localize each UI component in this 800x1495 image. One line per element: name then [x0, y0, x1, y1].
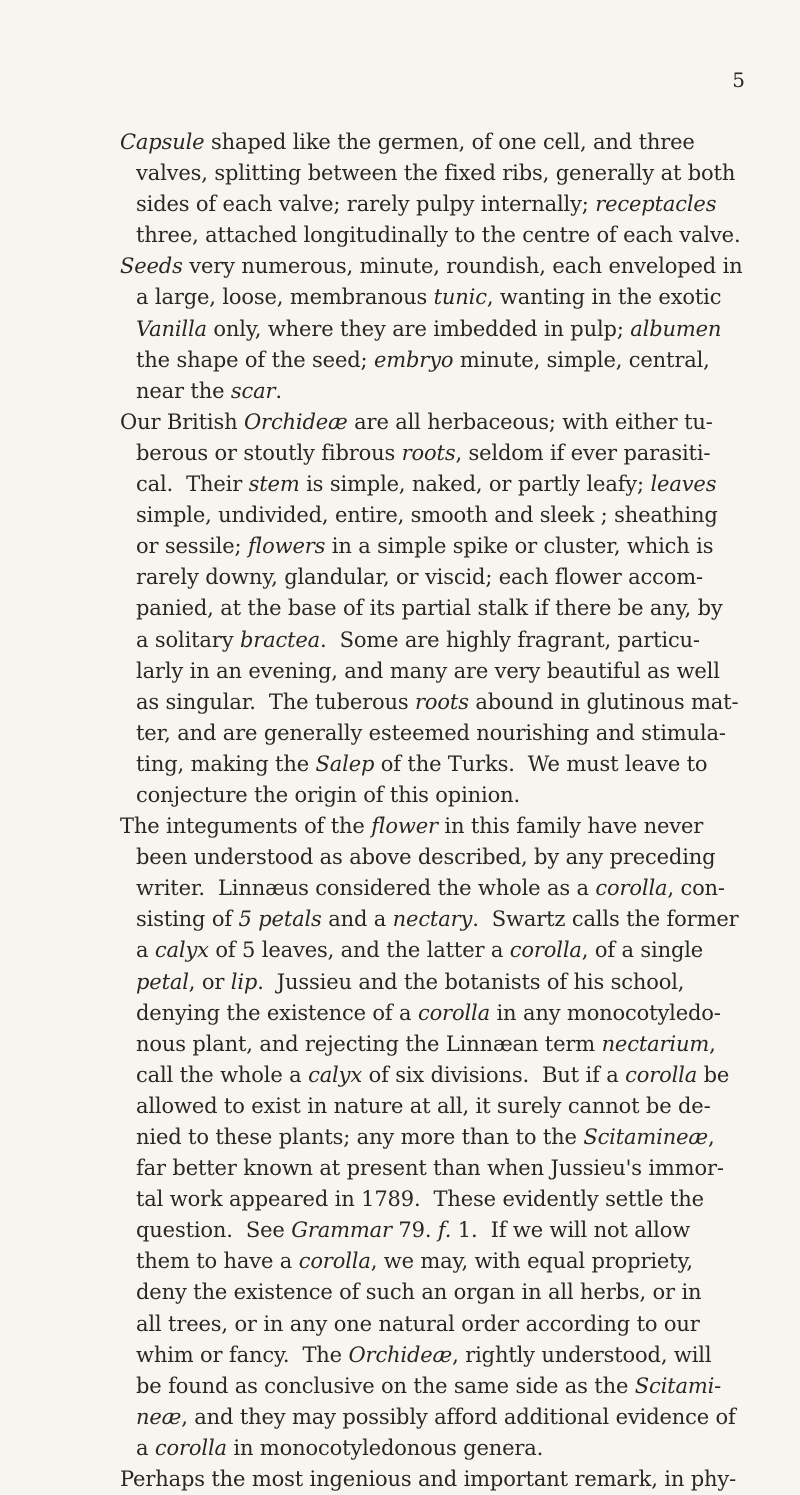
- italic-term: corolla: [154, 1435, 227, 1460]
- text-run: as singular. The tuberous: [136, 689, 416, 714]
- text-run: denying the existence of a: [136, 1000, 418, 1025]
- text-line: [120, 189, 800, 220]
- italic-term: calyx: [308, 1062, 363, 1087]
- text-run: of six divisions. But if a: [362, 1062, 626, 1087]
- text-run: simple, undivided, entire, smooth and sleek ; sheathing: [136, 503, 718, 528]
- text-run: and a: [321, 907, 393, 932]
- italic-term: flowers: [247, 534, 326, 559]
- text-run: been understood as above described, by any preceding: [136, 845, 716, 870]
- text-run: . Swartz calls the former: [472, 907, 739, 932]
- text-line: [120, 967, 800, 998]
- text-line: [120, 998, 800, 1029]
- text-line: [120, 1277, 800, 1308]
- text-line: [120, 1340, 800, 1371]
- text-line: [120, 1402, 800, 1433]
- text-run: allowed to exist in nature at all, it surely cannot be de-: [136, 1093, 711, 1118]
- italic-term: Salep: [315, 751, 375, 776]
- italic-term: f.: [437, 1218, 452, 1243]
- page-number: 5: [732, 68, 745, 92]
- text-run: , or: [188, 969, 231, 994]
- text-line: [120, 935, 800, 966]
- text-line: [120, 811, 800, 842]
- italic-term: Scitamineæ: [583, 1125, 708, 1149]
- text-run: all trees, or in any one natural order according to our: [136, 1311, 700, 1336]
- text-line: [120, 500, 800, 531]
- italic-term: bractea: [239, 627, 321, 652]
- text-run: conjecture the origin of this opinion.: [136, 782, 520, 807]
- text-line: [120, 531, 800, 562]
- text-run: sides of each valve; rarely pulpy internally;: [136, 192, 596, 217]
- text-run: of the Turks. We must leave to: [374, 751, 708, 776]
- text-line: [120, 1029, 800, 1060]
- text-run: question. See: [136, 1218, 292, 1243]
- text-line: [120, 251, 800, 282]
- text-run: very numerous, minute, roundish, each enveloped in: [182, 254, 743, 279]
- italic-term: flower: [371, 814, 438, 839]
- italic-term: Grammar: [291, 1218, 392, 1243]
- text-line: [120, 376, 800, 407]
- text-line: [120, 1464, 800, 1495]
- italic-term: leaves: [650, 472, 717, 497]
- text-run: three, attached longitudinally to the centre of each valve.: [136, 223, 741, 248]
- text-run: them to have a: [136, 1249, 299, 1274]
- text-run: is simple, naked, or partly leafy;: [299, 472, 651, 497]
- text-run: cal. Their: [136, 472, 249, 497]
- text-run: the shape of the seed;: [136, 347, 374, 372]
- italic-term: Vanilla: [136, 316, 207, 341]
- italic-term: corolla: [625, 1062, 698, 1087]
- text-run: are all herbaceous; with either tu-: [347, 409, 713, 434]
- text-line: [120, 220, 800, 251]
- italic-term: receptacles: [595, 192, 717, 217]
- italic-term: Orchideæ: [243, 409, 348, 434]
- text-run: or sessile;: [136, 534, 248, 559]
- text-line: [120, 562, 800, 593]
- text-line: [120, 873, 800, 904]
- italic-term: nectarium: [601, 1031, 710, 1056]
- italic-term: roots: [415, 689, 469, 714]
- text-run: , con-: [667, 876, 725, 901]
- text-line: [120, 593, 800, 624]
- text-line: [120, 687, 800, 718]
- text-run: in a simple spike or cluster, which is: [325, 534, 714, 559]
- text-line: [120, 1060, 800, 1091]
- text-run: far better known at present than when Jussieu's immor-: [136, 1156, 724, 1181]
- text-run: in monocotyledonous genera.: [226, 1435, 544, 1460]
- text-line: [120, 904, 800, 935]
- text-run: of 5 leaves, and the latter a: [208, 938, 510, 963]
- italic-term: 5 petals: [238, 907, 322, 932]
- text-line: [120, 749, 800, 780]
- text-run: , and they may possibly afford additional evidence of: [181, 1404, 736, 1429]
- italic-term: albumen: [630, 316, 722, 341]
- text-run: Our British: [120, 409, 244, 434]
- text-run: only, where they are imbedded in pulp;: [206, 316, 631, 341]
- text-run: , wanting in the exotic: [486, 285, 722, 310]
- text-line: [120, 1309, 800, 1340]
- text-line: [120, 438, 800, 469]
- text-run: 79.: [391, 1218, 438, 1243]
- italic-term: corolla: [509, 938, 582, 963]
- text-run: tal work appeared in 1789. These evidently settle the: [136, 1187, 704, 1212]
- italic-term: corolla: [595, 876, 668, 901]
- text-run: , of a single: [581, 938, 704, 963]
- text-line: [120, 718, 800, 749]
- text-run: a: [136, 938, 155, 963]
- text-line: [120, 1091, 800, 1122]
- text-run: a: [136, 1435, 155, 1460]
- text-run: nied to these plants; any more than to the: [136, 1125, 584, 1149]
- text-line: [120, 1184, 800, 1215]
- text-line: [120, 1215, 800, 1246]
- text-run: minute, simple, central,: [453, 347, 710, 372]
- text-run: berous or stoutly fibrous: [136, 440, 402, 465]
- text-run: be found as conclusive on the same side as the: [136, 1373, 635, 1398]
- text-run: ,: [707, 1125, 715, 1149]
- text-run: writer. Linnæus considered the whole as a: [136, 876, 596, 901]
- italic-term: stem: [248, 472, 300, 497]
- text-line: [120, 1246, 800, 1277]
- text-run: . Some are highly fragrant, particu-: [320, 627, 700, 652]
- text-run: Perhaps the most ingenious and important remark, in phy-: [120, 1467, 737, 1492]
- text-run: near the: [136, 378, 231, 403]
- italic-term: Capsule: [120, 130, 205, 154]
- text-line: [120, 842, 800, 873]
- text-line: [120, 1371, 800, 1402]
- text-run: . Jussieu and the botanists of his school,: [257, 969, 685, 994]
- text-run: ter, and are generally esteemed nourishing and stimula-: [136, 720, 726, 745]
- text-line: [120, 314, 800, 345]
- italic-term: corolla: [417, 1000, 490, 1025]
- text-run: rarely downy, glandular, or viscid; each flower accom-: [136, 565, 703, 590]
- text-run: , seldom if ever parasiti-: [455, 440, 711, 465]
- text-line: [120, 1433, 800, 1464]
- text-run: shaped like the germen, of one cell, and three: [204, 130, 695, 154]
- text-line: [120, 780, 800, 811]
- text-run: ting, making the: [136, 751, 316, 776]
- text-run: ,: [709, 1031, 716, 1056]
- italic-term: Orchideæ: [348, 1342, 453, 1367]
- italic-term: petal: [136, 969, 189, 994]
- body-text: [120, 127, 800, 1495]
- text-run: valves, splitting between the fixed ribs, generally at both: [136, 161, 736, 186]
- italic-term: lip: [230, 969, 258, 994]
- text-run: a solitary: [136, 627, 240, 652]
- italic-term: corolla: [298, 1249, 371, 1274]
- italic-term: neæ: [136, 1404, 182, 1429]
- text-line: [120, 407, 800, 438]
- text-line: [120, 1153, 800, 1184]
- text-run: sisting of: [136, 907, 239, 932]
- italic-term: Scitami-: [634, 1373, 722, 1398]
- italic-term: embryo: [373, 347, 454, 372]
- text-run: 1. If we will not allow: [451, 1218, 691, 1243]
- text-run: nous plant, and rejecting the Linnæan term: [136, 1031, 602, 1056]
- text-line: [120, 282, 800, 313]
- text-run: be: [697, 1062, 730, 1087]
- text-line: [120, 127, 800, 158]
- text-run: a large, loose, membranous: [136, 285, 434, 310]
- text-run: call the whole a: [136, 1062, 309, 1087]
- text-run: , rightly understood, will: [452, 1342, 712, 1367]
- text-run: deny the existence of such an organ in all herbs, or in: [136, 1280, 702, 1305]
- italic-term: Seeds: [120, 254, 183, 279]
- text-line: [120, 625, 800, 656]
- italic-term: tunic: [433, 285, 487, 310]
- text-line: [120, 158, 800, 189]
- text-run: in any monocotyledo-: [489, 1000, 721, 1025]
- text-line: [120, 345, 800, 376]
- text-line: [120, 469, 800, 500]
- text-line: [120, 656, 800, 687]
- text-run: .: [275, 378, 282, 403]
- italic-term: calyx: [154, 938, 209, 963]
- text-line: [120, 1122, 800, 1153]
- text-run: , we may, with equal propriety,: [370, 1249, 693, 1274]
- text-run: abound in glutinous mat-: [468, 689, 739, 714]
- text-run: whim or fancy. The: [136, 1342, 349, 1367]
- italic-term: scar: [230, 378, 276, 403]
- italic-term: nectary: [392, 907, 473, 932]
- text-run: in this family have never: [437, 814, 704, 839]
- text-run: panied, at the base of its partial stalk if there be any, by: [136, 596, 723, 621]
- italic-term: roots: [401, 440, 456, 465]
- text-run: larly in an evening, and many are very beautiful as well: [136, 658, 720, 683]
- text-run: The integuments of the: [120, 814, 372, 839]
